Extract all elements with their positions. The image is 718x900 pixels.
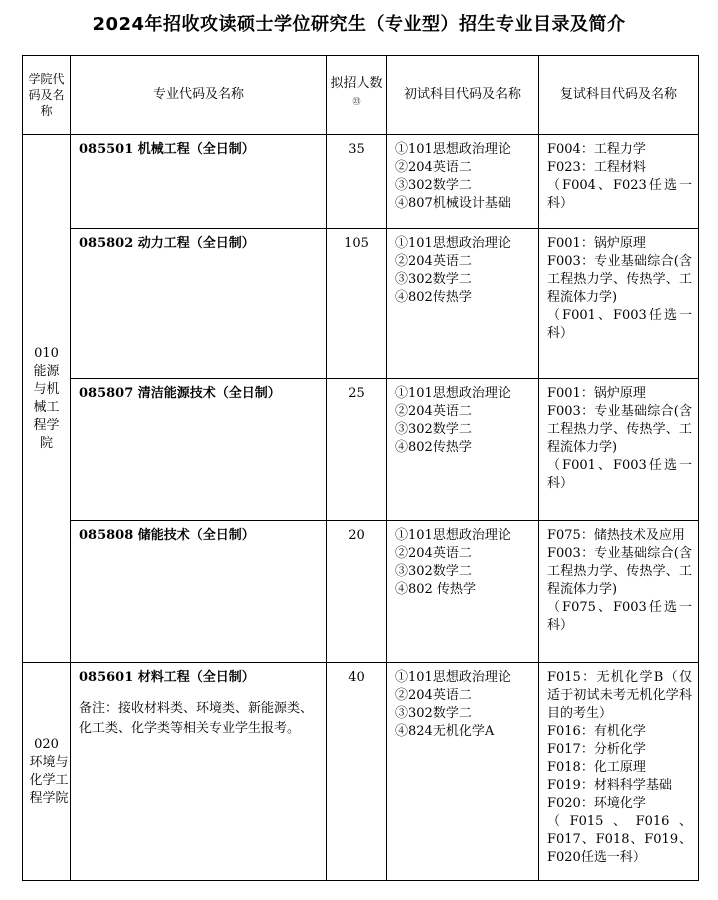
retest-list: F001：锅炉原理 F003：专业基础综合(含工程热力学、传热学、工程流体力学) （F001、F003任选一科） (539, 229, 699, 379)
enrollment-count: 35 (327, 135, 387, 229)
first-exam-list: ①101思想政治理论 ②204英语二 ③302数学二 ④807机械设计基础 (387, 135, 539, 229)
major-cell: 085501 机械工程（全日制） (71, 135, 327, 229)
table-row (23, 379, 699, 521)
major-cell: 085807 清洁能源技术（全日制） (71, 379, 327, 521)
header-major: 专业代码及名称 (71, 56, 327, 135)
table-row (23, 521, 699, 663)
college-cell-020: 020 环境与化学工程学院 (23, 663, 71, 881)
major-cell: 085808 储能技术（全日制） (71, 521, 327, 663)
major-note: 备注：接收材料类、环境类、新能源类、化工类、化学类等相关专业学生报考。 (79, 701, 314, 736)
header-count: 拟招人数$^㉓$ (327, 56, 387, 135)
first-exam-list: ①101思想政治理论 ②204英语二 ③302数学二 ④802传热学 (387, 229, 539, 379)
major-cell: 085802 动力工程（全日制） (71, 229, 327, 379)
header-retest: 复试科目代码及名称 (539, 56, 699, 135)
first-exam-list: ①101思想政治理论 ②204英语二 ③302数学二 ④802 传热学 (387, 521, 539, 663)
table-row (23, 135, 699, 229)
page-title: 2024年招收攻读硕士学位研究生（专业型）招生专业目录及简介 (92, 14, 626, 35)
first-exam-list: ①101思想政治理论 ②204英语二 ③302数学二 ④802传热学 (387, 379, 539, 521)
retest-list: F015：无机化学B（仅适于初试未考无机化学科目的考生） F016：有机化学 F017：分析化学 F018：化工原理 F019：材料科学基础 F020：环境化学 （F015、F016、F017、F018、F019、F020任选一科） (539, 663, 699, 881)
program-table (22, 55, 699, 881)
enrollment-count: 40 (327, 663, 387, 881)
enrollment-count: 25 (327, 379, 387, 521)
enrollment-count: 20 (327, 521, 387, 663)
table-row (23, 663, 699, 881)
college-cell-010: 010 能源与机械工程学院 (23, 135, 71, 663)
enrollment-count: 105 (327, 229, 387, 379)
retest-list: F075：储热技术及应用 F003：专业基础综合(含工程热力学、传热学、工程流体力学) （F075、F003任选一科） (539, 521, 699, 663)
retest-list: F004：工程力学 F023：工程材料 （F004、F023任选一科） (539, 135, 699, 229)
header-first-exam: 初试科目代码及名称 (387, 56, 539, 135)
table-header-row (23, 56, 699, 135)
retest-list: F001：锅炉原理 F003：专业基础综合(含工程热力学、传热学、工程流体力学) （F001、F003任选一科） (539, 379, 699, 521)
major-cell: 085601 材料工程（全日制） 备注：接收材料类、环境类、新能源类、化工类、化学类等相关专业学生报考。 (71, 663, 327, 881)
first-exam-list: ①101思想政治理论 ②204英语二 ③302数学二 ④824无机化学A (387, 663, 539, 881)
table-row (23, 229, 699, 379)
header-college: 学院代码及名称 (23, 56, 71, 135)
